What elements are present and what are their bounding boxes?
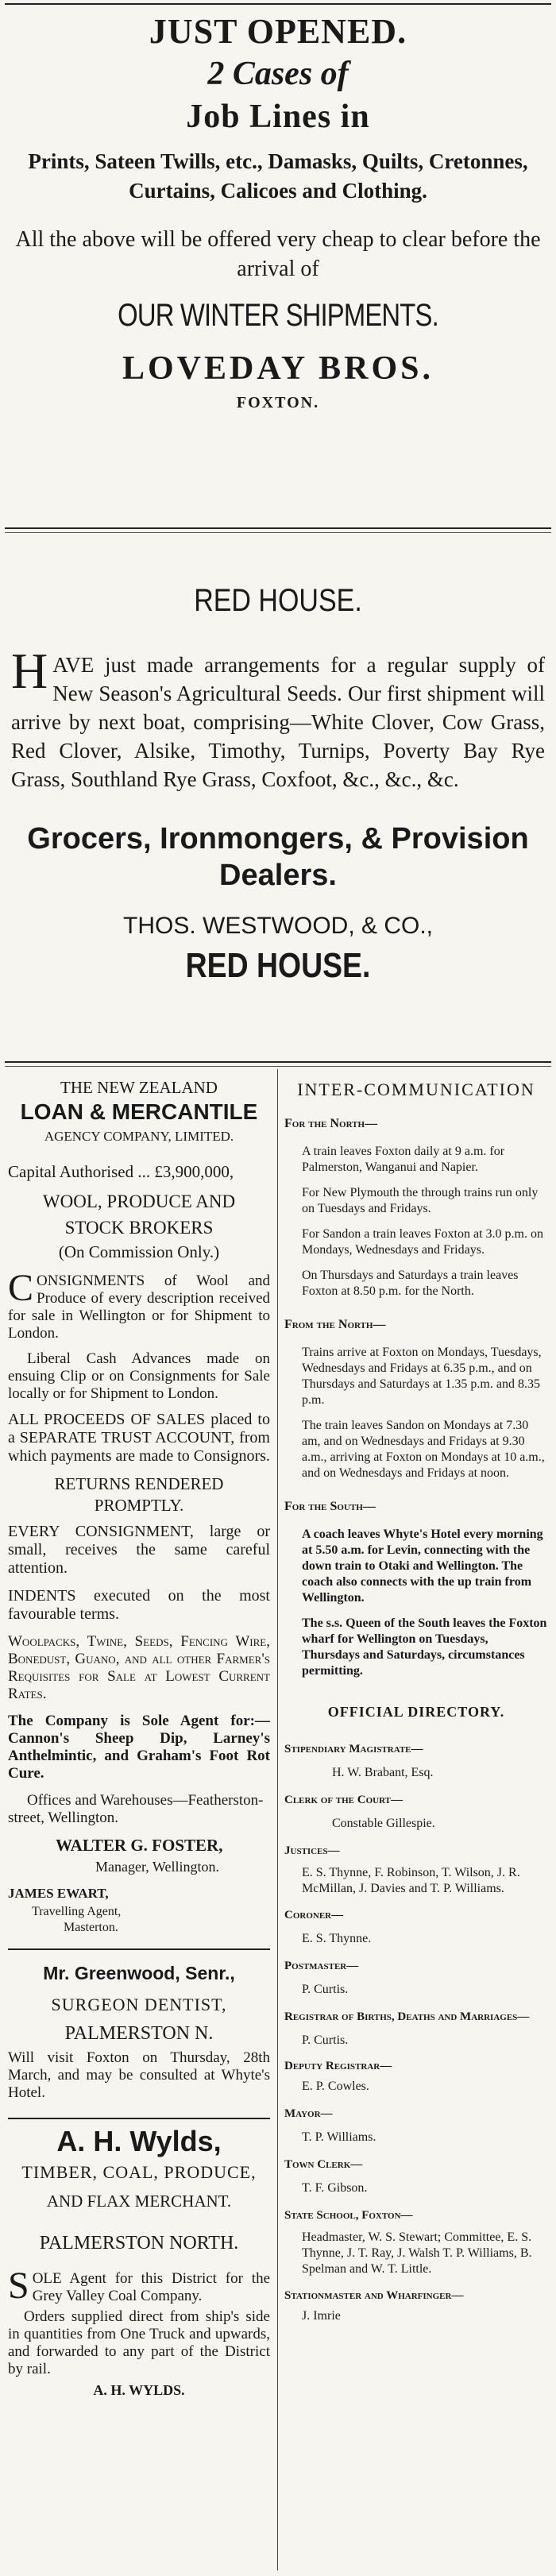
loveday-firm: LOVEDAY BROS. [122,350,434,387]
offer-text: All the above will be offered very cheap to clear before the arrival of [15,227,541,281]
dentist-name: Mr. Greenwood, Senr., [43,1963,235,1983]
dir-mayor-head: Mayor— [284,2107,333,2120]
dentist-town: PALMERSTON N. [64,2023,214,2044]
inter-south-head: For the South— [284,1500,376,1513]
nz-advances: Liberal Cash Advances made on ensuing Clip or on Consignments for Sale locally or for Shipment to London. [8,1350,270,1402]
nz-proceeds: ALL PROCEEDS OF SALES placed to a SEPARATE TRUST ACCOUNT, from which payments are made to Consignors. [8,1411,270,1465]
loveday-ad [0,0,556,412]
wylds-sole-text: OLE Agent for this District for the Grey Valley Coal Company. [32,2270,270,2304]
top-rule [5,3,551,5]
trade-heading: Grocers, Ironmongers, & Provision Dealers. [27,822,529,892]
wylds-orders: Orders supplied direct from ship's side in quantities from One Truck and upwards, and forwarded to any part of the District by rail. [8,2308,270,2377]
wylds-sig: A. H. WYLDS. [93,2382,185,2398]
red-house-title: RED HOUSE. [194,583,362,618]
wylds-trade2: AND FLAX MERCHANT. [46,2192,232,2211]
divider-1 [0,527,556,536]
dir-postmaster-head: Postmaster— [284,1960,359,1972]
inter-s2: The s.s. Queen of the South leaves the Foxton wharf for Wellington on Tuesdays, Thursdays and Saturdays, circumstances permitting. [302,1616,547,1678]
nz-indents: INDENTS executed on the most favourable terms. [8,1587,270,1623]
inter-from-north-head: From the North— [284,1318,386,1331]
dir-coroner-head: Coroner— [284,1909,344,1921]
inter-f2: The train leaves Sandon on Mondays at 7.30 am, and on Wednesdays and Fridays at 9.30 a.m., arriving at Foxton on Mondays at 10 a.m., and on Wednesdays and Fridays at noon. [302,1419,545,1480]
dentist-visit: Will visit Foxton on Thursday, 28th March, and may be consulted at Whyte's Hotel. [8,2049,270,2101]
winter-shipments: OUR WINTER SHIPMENTS. [118,298,438,333]
left-divider-2 [8,2118,270,2119]
cases-heading: 2 Cases of [207,56,349,92]
just-opened-heading: JUST OPENED. [149,12,407,51]
nz-woolpacks: Woolpacks, Twine, Seeds, Fencing Wire, Bonedust, Guano, and all other Farmer's Requisites for Sale at Lowest Current Rates. [8,1633,270,1702]
nz-consign [8,1267,270,1342]
dir-station-head: Stationmaster and Wharfinger— [284,2289,464,2302]
nz-line2: LOAN & MERCANTILE [20,1099,258,1124]
inter-n1: A train leaves Foxton daily at 9 a.m. for Palmerston, Wanganui and Napier. [302,1145,505,1174]
inter-n4: On Thursdays and Saturdays a train leaves Foxton at 8.50 p.m. for the North. [302,1269,519,1298]
right-column [284,1080,548,2325]
inter-title: INTER-COMMUNICATION [297,1079,535,1099]
dir-station: J. Imrie [302,2309,341,2323]
inter-s1: A coach leaves Whyte's Hotel every morning at 5.50 a.m. for Levin, connecting with the down train to Otaki and Wellington. The coach also connects with the up train from Wellington. [302,1527,543,1605]
nz-wool2: STOCK BROKERS [64,1218,214,1238]
dropcap-c: C [8,1267,34,1309]
wylds-town: PALMERSTON NORTH. [39,2233,239,2254]
dropcap-s: S [8,2265,29,2307]
dir-school-head: State School, Foxton— [284,2209,413,2222]
nz-line1: THE NEW ZEALAND [60,1078,218,1097]
inter-north-head: For the North— [284,1117,378,1130]
red-house-ad [0,556,556,986]
dropcap-h: H [11,643,48,699]
dir-town-clerk: T. F. Gibson. [302,2181,368,2195]
nz-agent-town: Masterton. [64,1921,118,1934]
nz-every: EVERY CONSIGNMENT, large or small, receives the same careful attention. [8,1523,270,1577]
dir-magistrate-head: Stipendiary Magistrate— [284,1743,423,1755]
items-text: Prints, Sateen Twills, etc., Damasks, Quilts, Cretonnes, Curtains, Calicoes and Clothing. [28,149,528,203]
dir-justices: E. S. Thynne, F. Robinson, T. Wilson, J. R. McMillan, J. Davies and T. P. Williams. [302,1866,520,1895]
nz-line3: AGENCY COMPANY, LIMITED. [44,1129,234,1144]
dentist-title: SURGEON DENTIST, [51,1995,227,2014]
nz-loan-ad [8,1077,270,1936]
nz-wool1: WOOL, PRODUCE AND [42,1191,236,1211]
dir-deputy: E. P. Cowles. [302,2080,369,2093]
nz-returns1: RETURNS RENDERED [54,1474,224,1493]
wylds-name: A. H. Wylds, [56,2125,222,2157]
nz-consign-text: ONSIGNMENTS of Wool and Produce of every description received for sale in Wellington or for Shipment to London. [8,1273,270,1342]
dir-school: Headmaster, W. S. Stewart; Committee, E. S. Thynne, J. T. Ray, J. Walsh T. P. Williams, B. Spelman and W. T. Little. [302,2230,532,2276]
nz-manager-name: WALTER G. FOSTER, [56,1836,223,1855]
divider-2 [0,1061,556,1070]
left-divider-1 [8,1948,270,1950]
nz-manager-title: Manager, Wellington. [95,1859,219,1875]
nz-returns2: PROMPTLY. [94,1496,184,1515]
wylds-trade1: TIMBER, COAL, PRODUCE, [21,2162,257,2182]
dir-town-clerk-head: Town Clerk— [284,2158,363,2171]
dir-postmaster: P. Curtis. [302,1983,349,1996]
dir-deputy-head: Deputy Registrar— [284,2060,392,2072]
nz-capital: Capital Authorised ... £3,900,000, [8,1162,234,1181]
joblines-heading: Job Lines in [186,98,370,135]
red-house-footer: RED HOUSE. [185,946,371,985]
dir-coroner: E. S. Thynne. [302,1932,372,1945]
dir-magistrate: H. W. Brabant, Esq. [332,1766,434,1779]
dir-registrar-head: Registrar of Births, Deaths and Marriages— [284,2010,530,2023]
nz-offices: Offices and Warehouses—Featherston-street, Wellington. [8,1792,264,1826]
dir-registrar: P. Curtis. [302,2033,349,2047]
nz-commission: (On Commission Only.) [58,1242,220,1261]
wylds-ad [8,2125,270,2401]
nz-sole-agent: The Company is Sole Agent for:—Cannon's Sheep Dip, Larney's Anthelmintic, and Graham's Foot Rot Cure. [8,1713,270,1782]
seeds-paragraph [11,643,545,794]
dir-justices-head: Justices— [284,1844,340,1857]
wylds-sole [8,2265,270,2307]
left-column [8,1074,270,2401]
dir-mayor: T. P. Williams. [302,2130,376,2144]
inter-n2: For New Plymouth the through trains run only on Tuesdays and Fridays. [302,1186,539,1215]
column-divider [277,1069,278,2570]
directory-title: OFFICIAL DIRECTORY. [327,1704,505,1720]
inter-n3: For Sandon a train leaves Foxton at 3.0 p.m. on Mondays, Wednesdays and Fridays. [302,1227,543,1257]
nz-agent-name: JAMES EWART, [8,1886,109,1901]
inter-f1: Trains arrive at Foxton on Mondays, Tuesdays, Wednesdays and Fridays at 6.35 p.m., and on Thursdays and Saturdays at 1.35 p.m. and 8.35 p.m. [302,1346,542,1407]
nz-agent-title: Travelling Agent, [32,1905,122,1918]
dir-clerk-head: Clerk of the Court— [284,1794,403,1806]
dentist-ad [8,1963,270,2102]
loveday-town: FOXTON. [236,394,320,411]
dir-clerk: Constable Gillespie. [332,1817,435,1830]
seeds-text: AVE just made arrangements for a regular supply of New Season's Agricultural Seeds. Our first shipment will arrive by next boat, comprising—White Clover, Cow Grass, Red Clover, Alsike, Timothy, Turnips, Poverty Bay Rye Grass, Southland Rye Grass, Coxfoot, &c., &c., &c. [11,653,545,791]
westwood-firm: THOS. WESTWOOD, & CO., [123,913,433,939]
